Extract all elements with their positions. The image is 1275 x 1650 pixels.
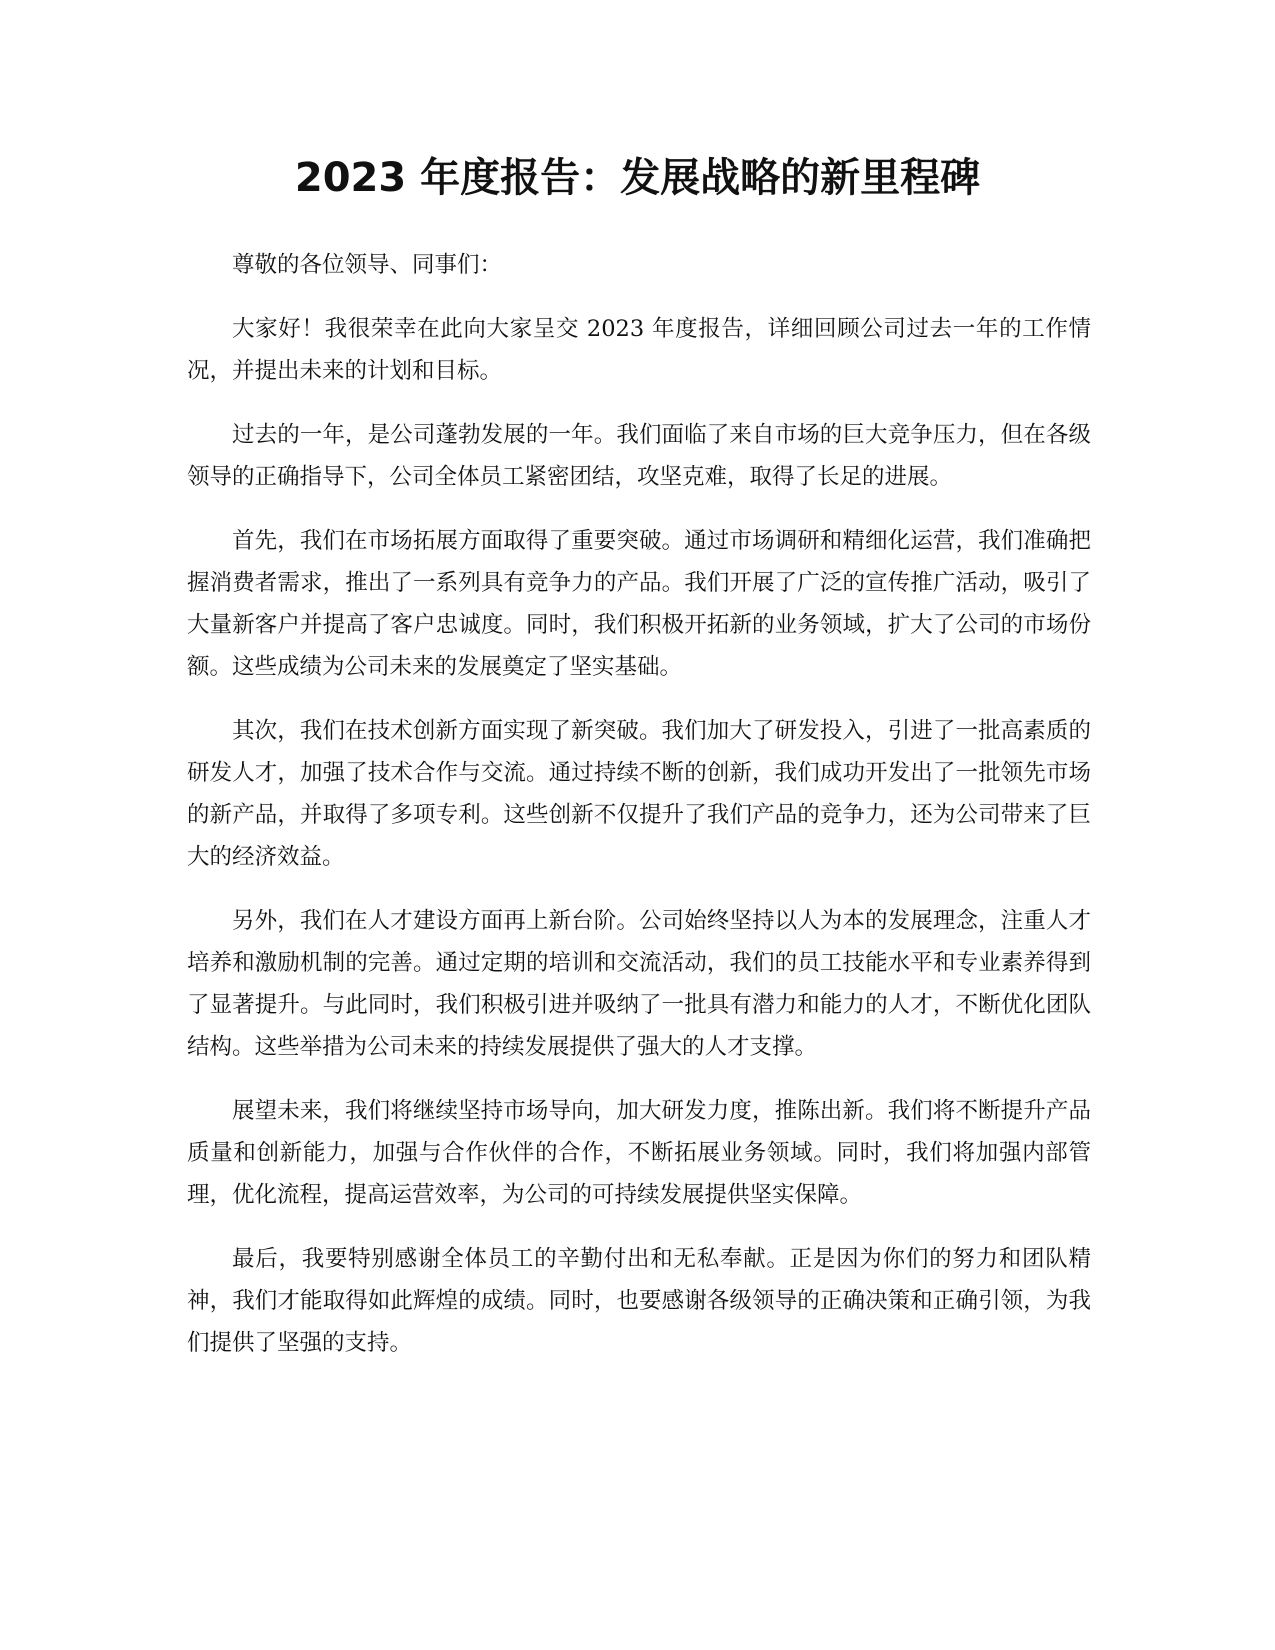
paragraph-thanks: 最后，我要特别感谢全体员工的辛勤付出和无私奉献。正是因为你们的努力和团队精神，我们才能取得如此辉煌的成绩。同时，也要感谢各级领导的正确决策和正确引领，为我们提供了坚强的支持。 [187, 1246, 1091, 1356]
paragraph-intro: 大家好！我很荣幸在此向大家呈交 2023 年度报告，详细回顾公司过去一年的工作情况，并提出未来的计划和目标。 [187, 316, 1091, 384]
paragraph-past-year: 过去的一年，是公司蓬勃发展的一年。我们面临了来自市场的巨大竞争压力，但在各级领导的正确指导下，公司全体员工紧密团结，攻坚克难，取得了长足的进展。 [187, 422, 1091, 490]
paragraph-tech-innovation: 其次，我们在技术创新方面实现了新突破。我们加大了研发投入，引进了一批高素质的研发人才，加强了技术合作与交流。通过持续不断的创新，我们成功开发出了一批领先市场的新产品，并取得了多项专利。这些创新不仅提升了我们产品的竞争力，还为公司带来了巨大的经济效益。 [187, 718, 1091, 870]
paragraph-outlook: 展望未来，我们将继续坚持市场导向，加大研发力度，推陈出新。我们将不断提升产品质量和创新能力，加强与合作伙伴的合作，不断拓展业务领域。同时，我们将加强内部管理，优化流程，提高运营效率，为公司的可持续发展提供坚实保障。 [187, 1098, 1091, 1208]
document-title: 2023 年度报告：发展战略的新里程碑 [294, 155, 981, 201]
paragraph-talent-building: 另外，我们在人才建设方面再上新台阶。公司始终坚持以人为本的发展理念，注重人才培养和激励机制的完善。通过定期的培训和交流活动，我们的员工技能水平和专业素养得到了显著提升。与此同时，我们积极引进并吸纳了一批具有潜力和能力的人才，不断优化团队结构。这些举措为公司未来的持续发展提供了强大的人才支撑。 [187, 908, 1091, 1060]
paragraph-market-expansion: 首先，我们在市场拓展方面取得了重要突破。通过市场调研和精细化运营，我们准确把握消费者需求，推出了一系列具有竞争力的产品。我们开展了广泛的宣传推广活动，吸引了大量新客户并提高了客户忠诚度。同时，我们积极开拓新的业务领域，扩大了公司的市场份额。这些成绩为公司未来的发展奠定了坚实基础。 [187, 528, 1091, 680]
document-body [187, 244, 1091, 1386]
paragraph-greeting: 尊敬的各位领导、同事们： [232, 252, 503, 278]
